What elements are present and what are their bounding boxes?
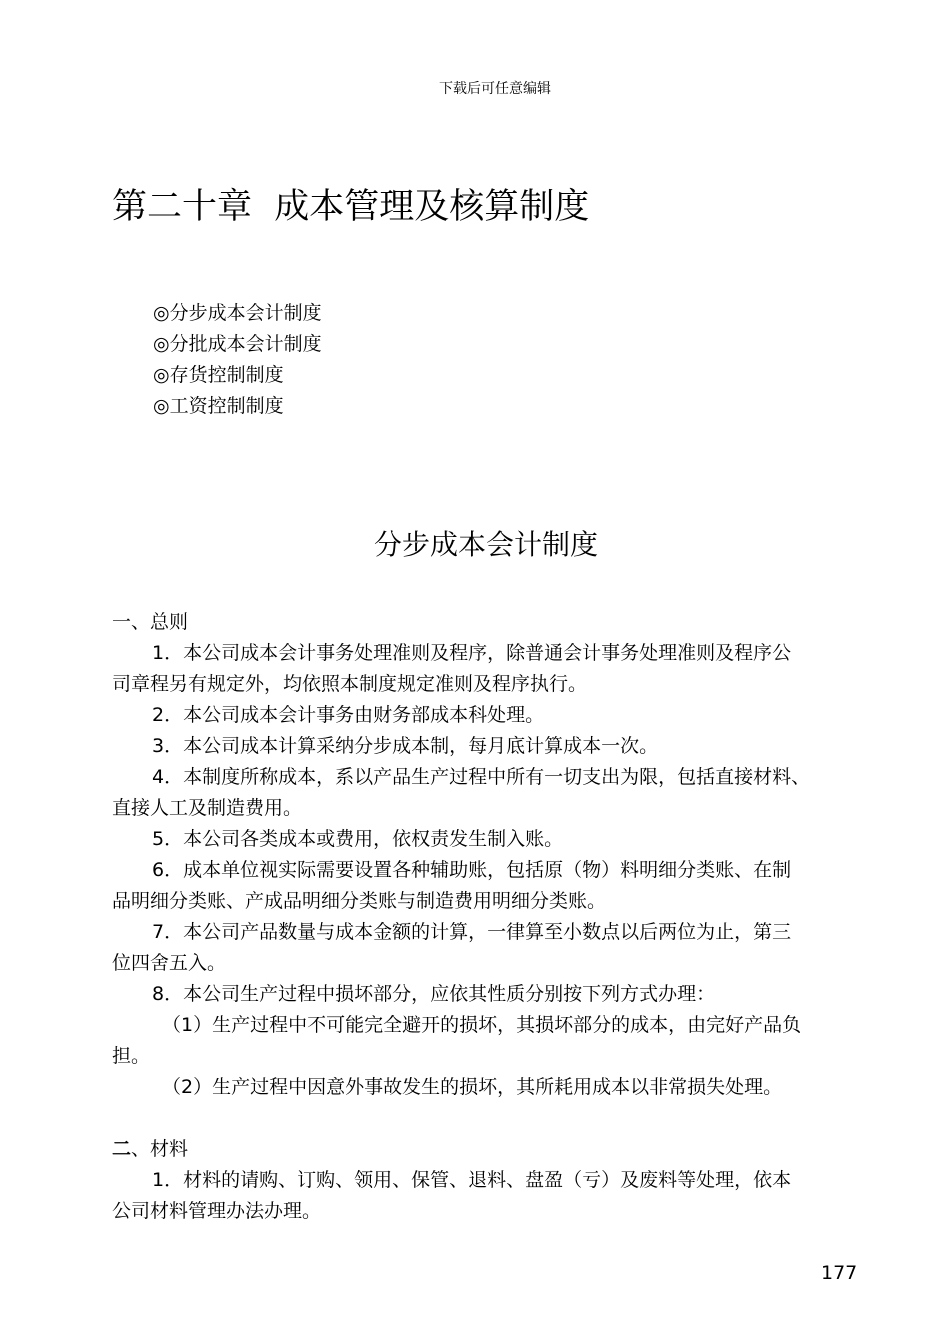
- paragraph-line: 担。: [112, 1045, 151, 1067]
- body-text: [112, 607, 872, 1227]
- paragraph-line: 1．本公司成本会计事务处理准则及程序，除普通会计事务处理准则及程序公: [152, 642, 792, 664]
- paragraph-line: 2．本公司成本会计事务由财务部成本科处理。: [152, 704, 545, 726]
- paragraph-line: 1．材料的请购、订购、领用、保管、退料、盘盈（亏）及废料等处理，依本: [152, 1169, 792, 1191]
- paragraph-line: 4．本制度所称成本，系以产品生产过程中所有一切支出为限，包括直接材料、: [152, 766, 811, 788]
- paragraph-line: （1）生产过程中不可能完全避开的损坏，其损坏部分的成本，由完好产品负: [162, 1014, 802, 1036]
- section-heading-number: 二: [112, 1138, 132, 1160]
- page-number: 177: [821, 1262, 858, 1284]
- paragraph-line: 3．本公司成本计算采纳分步成本制，每月底计算成本一次。: [152, 735, 659, 757]
- paragraph-line: （2）生产过程中因意外事故发生的损坏，其所耗用成本以非常损失处理。: [162, 1076, 783, 1098]
- contents-item: ◎分步成本会计制度: [153, 302, 322, 324]
- chapter-number: 第二十章: [112, 187, 253, 227]
- contents-item: ◎工资控制制度: [153, 395, 284, 417]
- paragraph-line: 5．本公司各类成本或费用，依权责发生制入账。: [152, 828, 564, 850]
- page-header-note: 下载后可任意编辑: [439, 81, 551, 97]
- section-heading-general: 一、总则: [112, 611, 189, 633]
- chapter-name: 成本管理及核算制度: [274, 187, 590, 227]
- paragraph-line: 位四舍五入。: [112, 952, 227, 974]
- paragraph-line: 公司材料管理办法办理。: [112, 1200, 322, 1222]
- section-title: 分步成本会计制度: [373, 528, 598, 561]
- paragraph-line: 品明细分类账、产成品明细分类账与制造费用明细分类账。: [112, 890, 607, 912]
- contents-item: ◎分批成本会计制度: [153, 333, 322, 355]
- paragraph-line: 直接人工及制造费用。: [112, 797, 303, 819]
- paragraph-line: 司章程另有规定外，均依照本制度规定准则及程序执行。: [112, 673, 588, 695]
- paragraph-line: 7．本公司产品数量与成本金额的计算，一律算至小数点以后两位为止，第三: [152, 921, 792, 943]
- section-heading-materials: [112, 1134, 872, 1165]
- paragraph-gap: [112, 1103, 872, 1134]
- chapter-title: [112, 184, 589, 230]
- section-heading-text: 、材料: [131, 1138, 189, 1160]
- contents-item: ◎存货控制制度: [153, 364, 284, 386]
- paragraph-line: 6．成本单位视实际需要设置各种辅助账，包括原（物）料明细分类账、在制: [152, 859, 792, 881]
- chapter-contents-list: [153, 298, 322, 422]
- paragraph-line: 8．本公司生产过程中损坏部分，应依其性质分别按下列方式办理：: [152, 983, 716, 1005]
